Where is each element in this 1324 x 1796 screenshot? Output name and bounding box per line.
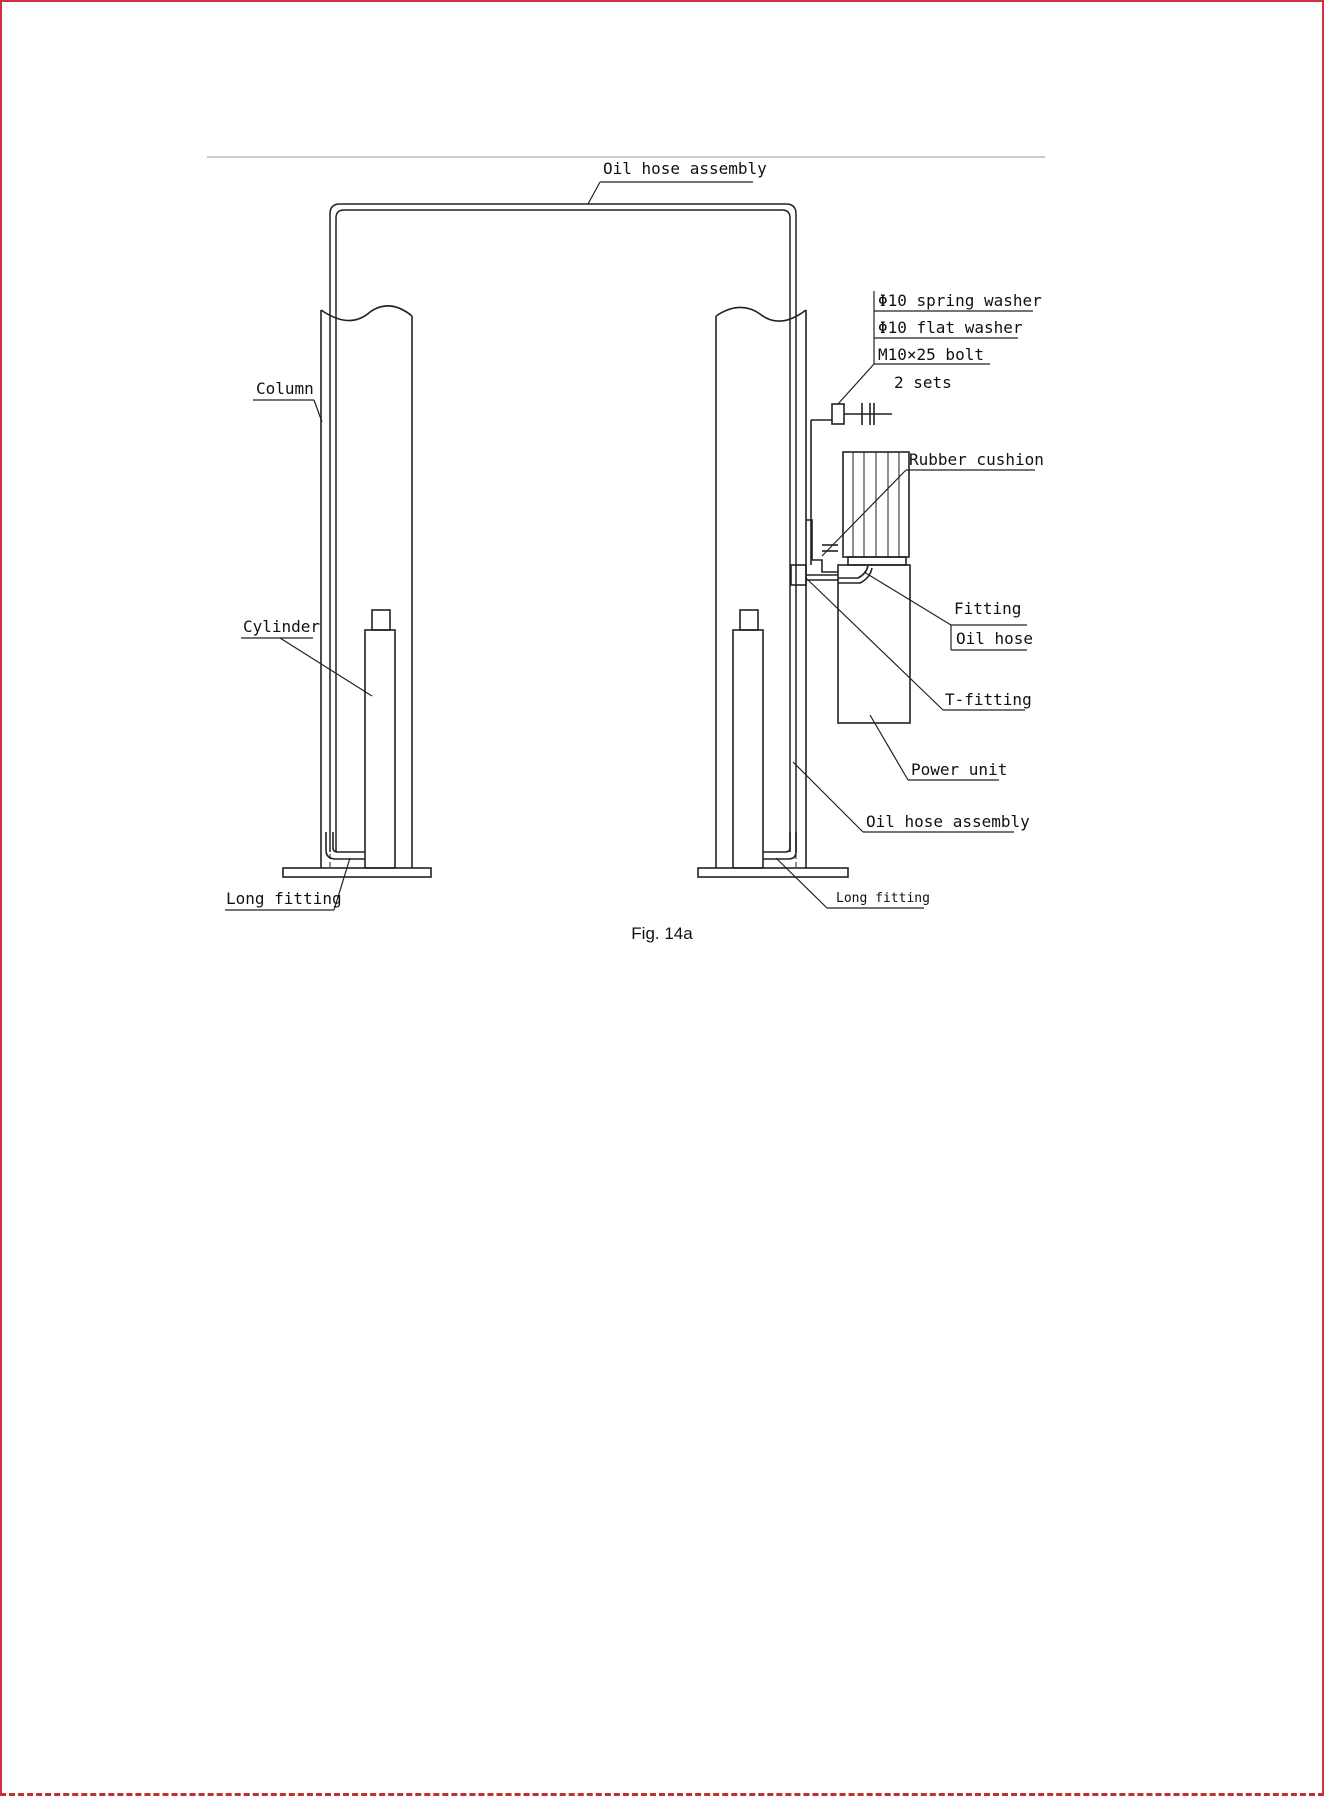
label-t-fitting: T-fitting: [945, 690, 1032, 709]
label-sets: 2 sets: [894, 373, 952, 392]
label-oil-hose-top: Oil hose assembly: [603, 159, 767, 178]
label-oil-hose-right: Oil hose assembly: [866, 812, 1030, 831]
left-long-fitting: [333, 832, 365, 852]
right-long-fitting: [763, 832, 790, 852]
left-base-plate: [283, 868, 431, 877]
mount-bracket: [791, 520, 872, 585]
label-fitting: Fitting: [954, 599, 1022, 618]
top-oil-hose: [330, 204, 796, 852]
label-oil-hose: Oil hose: [956, 629, 1034, 648]
left-cylinder: [365, 610, 395, 868]
bolt-assembly: [811, 403, 892, 565]
right-column: [716, 307, 806, 868]
label-flat-washer: Φ10 flat washer: [878, 318, 1023, 337]
right-cylinder: [733, 610, 763, 868]
label-long-fitting-right: Long fitting: [836, 891, 930, 906]
label-spring-washer: Φ10 spring washer: [878, 291, 1042, 310]
label-column: Column: [256, 379, 314, 398]
label-power-unit: Power unit: [911, 760, 1008, 779]
label-bolt: M10×25 bolt: [878, 345, 984, 364]
figure-caption: Fig. 14a: [631, 924, 693, 943]
right-base-plate: [698, 868, 848, 877]
label-rubber-cushion: Rubber cushion: [909, 450, 1044, 469]
left-column: [321, 306, 412, 868]
power-unit-motor: [843, 452, 909, 565]
label-cylinder: Cylinder: [243, 617, 321, 636]
label-long-fitting-left: Long fitting: [226, 889, 342, 908]
